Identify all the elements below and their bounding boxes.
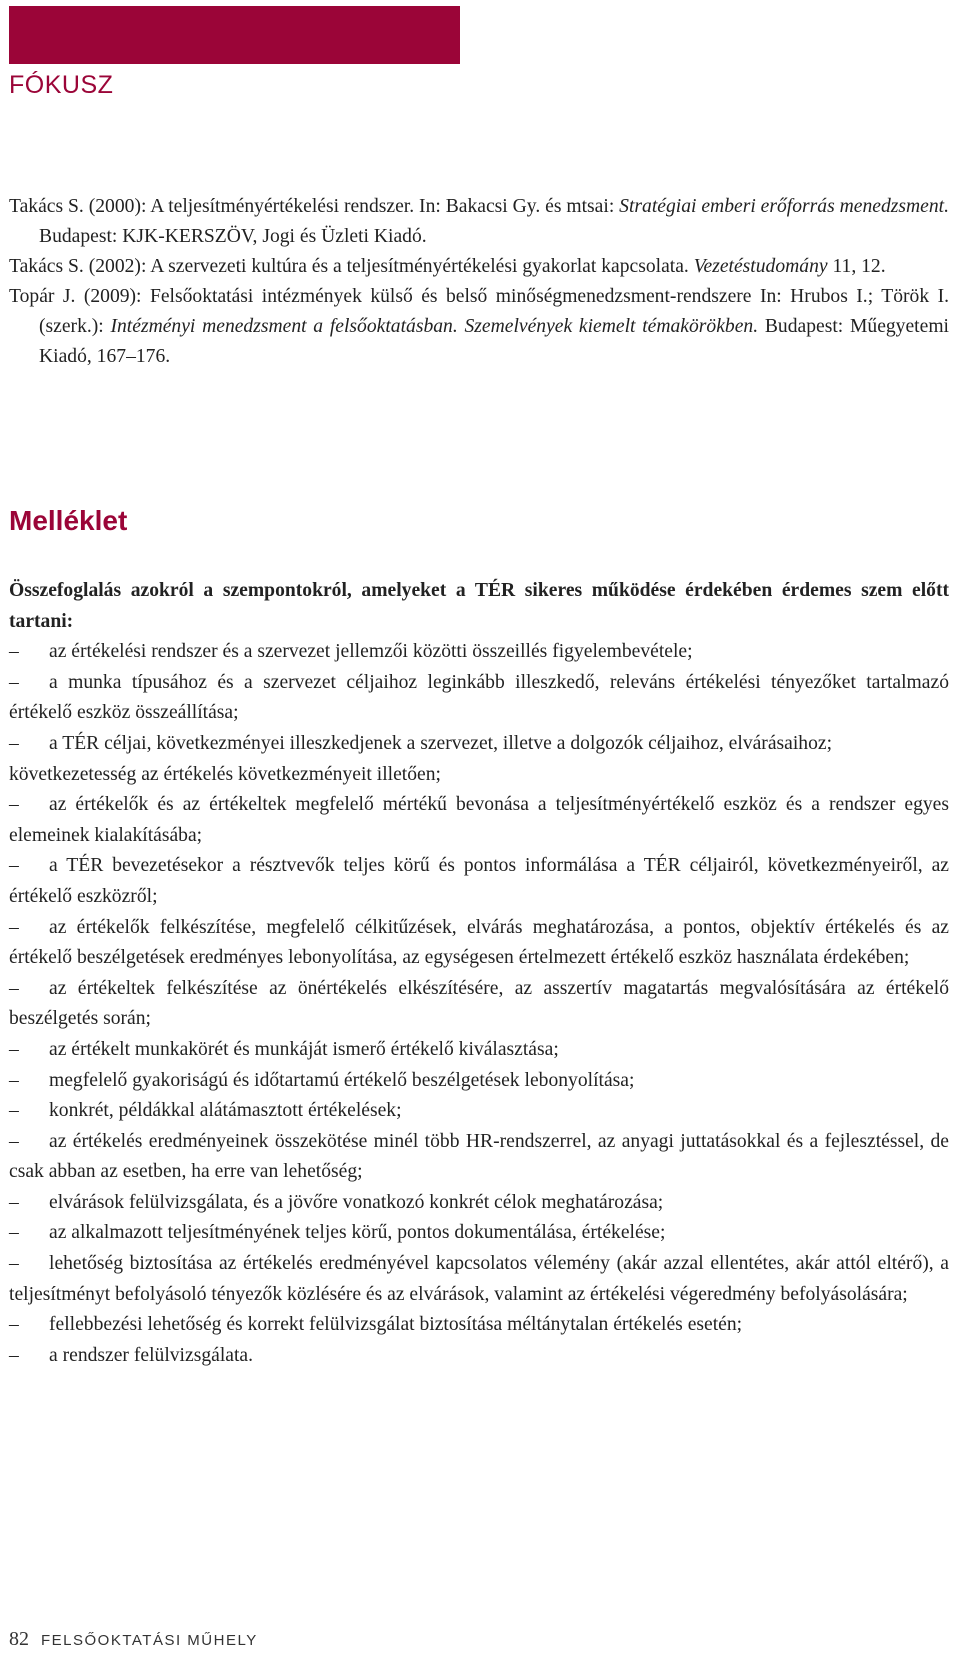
list-item-text: a TÉR céljai, következményei illeszkedjenek a szervezet, illetve a dolgozók céljaihoz, elvárásaihoz; [49, 732, 833, 754]
summary-list-item [9, 851, 949, 912]
reference-title: Stratégiai emberi erőforrás menedzsment. [619, 196, 949, 217]
list-dash: – [9, 855, 19, 877]
reference-text: Takács S. (2002): A szervezeti kultúra és a teljesítményértékelési gyakorlat kapcsolata. [9, 256, 694, 277]
summary-list-item [9, 1127, 949, 1188]
summary-heading: Összefoglalás azokról a szempontokról, amelyeket a TÉR sikeres működése érdekében érdemes szem előtt tartani: [9, 580, 949, 632]
list-dash: – [9, 1069, 19, 1091]
list-dash: – [9, 1314, 19, 1336]
list-item-text: megfelelő gyakoriságú és időtartamú értékelő beszélgetések lebonyolítása; [49, 1069, 635, 1091]
reference-item [9, 252, 949, 282]
summary-list-item [9, 637, 949, 668]
reference-text: Budapest: Műegyetemi Kiadó, 167–176. [39, 316, 950, 367]
list-item-text: elvárások felülvizsgálata, és a jövőre vonatkozó konkrét célok meghatározása; [49, 1191, 664, 1213]
summary-list-item [9, 790, 949, 851]
list-item-text: konkrét, példákkal alátámasztott értékelések; [49, 1100, 402, 1122]
list-item-text: az értékeltek felkészítése az önértékelés elkészítésére, az asszertív magatartás megvalósítására az értékelő beszélgetés során; [9, 977, 949, 1030]
summary-list-item [9, 1188, 949, 1219]
page-number: 82 [9, 1628, 29, 1650]
list-dash: – [9, 977, 19, 999]
list-item-text: az értékelési rendszer és a szervezet jellemzői közötti összeillés figyelembevétele; [49, 641, 693, 663]
list-item-text: a TÉR bevezetésekor a résztvevők teljes körű és pontos informálása a TÉR céljairól, következményeiről, az értékelő eszközről; [9, 855, 949, 907]
list-item-text: következetesség az értékelés következményeit illetően; [9, 763, 441, 785]
list-dash: – [9, 1038, 19, 1060]
list-item-text: az értékelők és az értékeltek megfelelő mértékű bevonása a teljesítményértékelő eszköz és a rendszer egyes elemeinek kialakításába; [9, 794, 949, 846]
summary-list-item [9, 1341, 949, 1372]
summary-list-item [9, 1066, 949, 1097]
summary-list-item [9, 729, 949, 760]
reference-title: Vezetéstudomány [693, 256, 828, 277]
list-item-text: az értékelők felkészítése, megfelelő célkitűzések, elvárás meghatározása, a pontos, objektív értékelés és az értékelő beszélgetések eredményes lebonyolítása, az egységesen értelmezett értékelő eszköz használata érdekében; [9, 916, 949, 969]
list-dash: – [9, 1100, 19, 1122]
summary-list-item [9, 1096, 949, 1127]
reference-item [9, 192, 949, 252]
header-color-bar [9, 6, 460, 64]
list-item-text: a rendszer felülvizsgálata. [49, 1344, 253, 1366]
summary-list-item [9, 668, 949, 729]
list-dash: – [9, 732, 19, 754]
section-label: FÓKUSZ [9, 71, 114, 99]
list-dash: – [9, 641, 19, 663]
reference-title: Intézményi menedzsment a felsőoktatásban. Szemelvények kiemelt témakörökben. [110, 316, 759, 337]
list-dash: – [9, 916, 19, 938]
summary-list-item [9, 1310, 949, 1341]
list-dash: – [9, 1253, 19, 1275]
list-dash: – [9, 1191, 19, 1213]
page-footer [9, 1628, 258, 1651]
list-item-text: az értékelés eredményeinek összekötése minél több HR-rendszerrel, az anyagi juttatásokkal és a fejlesztéssel, de csak abban az esetben, ha erre van lehetőség; [9, 1130, 949, 1183]
reference-text: Takács S. (2000): A teljesítményértékelési rendszer. In: Bakacsi Gy. és mtsai: [9, 196, 620, 217]
list-item-text: a munka típusához és a szervezet céljaihoz leginkább illeszkedő, releváns értékelési tényezőket tartalmazó értékelő eszköz összeállítása; [9, 671, 949, 724]
journal-name: FELSŐOKTATÁSI MŰHELY [41, 1632, 258, 1649]
summary-list-item [9, 1218, 949, 1249]
list-dash: – [9, 671, 19, 693]
list-dash: – [9, 1130, 19, 1152]
summary-list-item [9, 913, 949, 974]
list-dash: – [9, 794, 19, 816]
list-dash: – [9, 1344, 19, 1366]
summary-list [9, 637, 949, 1371]
list-item-text: az alkalmazott teljesítményének teljes körű, pontos dokumentálása, értékelése; [49, 1222, 666, 1244]
reference-text: 11, 12. [827, 256, 886, 277]
annex-body [9, 576, 949, 1371]
summary-list-item [9, 1035, 949, 1066]
list-item-text: fellebbezési lehetőség és korrekt felülvizsgálat biztosítása méltánytalan értékelés esetén; [49, 1314, 743, 1336]
annex-title: Melléklet [9, 505, 128, 536]
list-item-text: lehetőség biztosítása az értékelés eredményével kapcsolatos vélemény (akár azzal ellentétes, akár attól eltérő), a teljesítményt befolyásoló tényezők közlésére és az elvárások, valamint az értékelési végeredmény befolyásolására; [9, 1253, 949, 1305]
list-item-text: az értékelt munkakörét és munkáját ismerő értékelő kiválasztása; [49, 1038, 559, 1060]
reference-list [9, 192, 949, 372]
list-dash: – [9, 1222, 19, 1244]
summary-list-item [9, 760, 949, 791]
summary-list-item [9, 974, 949, 1035]
reference-text: Topár J. (2009): Felsőoktatási intézmények külső és belső minőségmenedzsment-rendszere In: Hrubos I.; Török I. (szerk.): [9, 286, 949, 337]
summary-list-item [9, 1249, 949, 1310]
reference-item [9, 282, 949, 372]
reference-text: Budapest: KJK-KERSZÖV, Jogi és Üzleti Kiadó. [39, 226, 427, 247]
